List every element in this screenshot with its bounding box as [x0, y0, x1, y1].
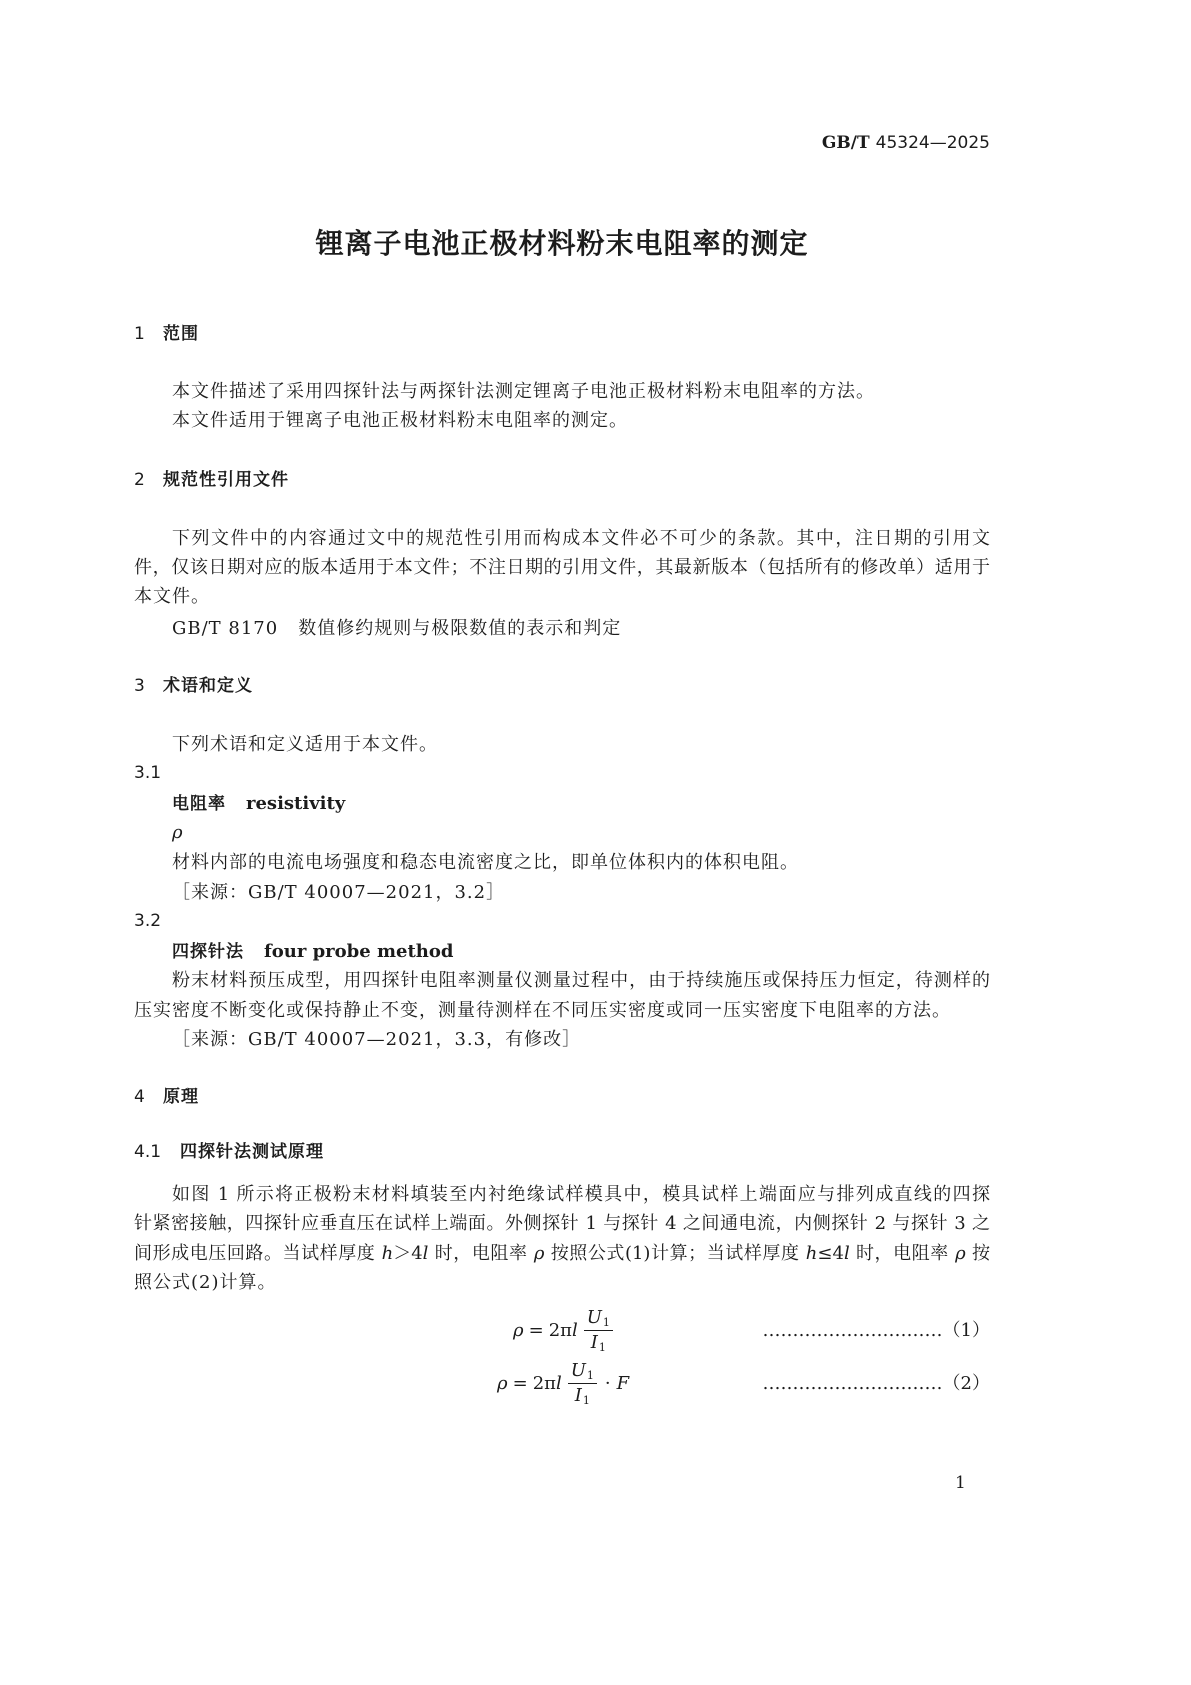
text-segment: 按	[965, 1243, 990, 1264]
text-segment: ≤4	[817, 1243, 844, 1264]
current-symbol: I	[574, 1384, 582, 1406]
principle-text-line	[134, 1239, 990, 1268]
clause-number: 3	[134, 676, 145, 696]
subclause-4-1-heading	[134, 1138, 990, 1167]
text-segment: 时，电阻率	[428, 1243, 534, 1264]
formula-coefficient: 2π	[532, 1372, 556, 1394]
reference-entry	[134, 614, 990, 643]
current-symbol: I	[590, 1331, 598, 1353]
formula-operator: ·	[604, 1372, 611, 1394]
spacing-variable: l	[422, 1243, 429, 1264]
document-body	[134, 0, 990, 1685]
scope-paragraph: 本文件适用于锂离子电池正极材料粉末电阻率的测定。	[172, 410, 628, 431]
clause-title: 规范性引用文件	[163, 470, 289, 490]
reference-code: GB/T 8170	[172, 618, 279, 639]
voltage-symbol: U	[586, 1306, 602, 1328]
voltage-subscript: 1	[586, 1368, 594, 1382]
term-symbol: ρ	[172, 822, 184, 843]
clause-number: 4	[134, 1087, 145, 1107]
term-definition: 粉末材料预压成型，用四探针电阻率测量仪测量过程中，由于持续施压或保持压力恒定，待测样的	[172, 970, 990, 991]
document-code-number: 45324—2025	[875, 133, 990, 153]
text-segment: 时，电阻率	[849, 1243, 956, 1264]
spacing-variable: l	[843, 1243, 850, 1264]
formula-equals: =	[528, 1319, 544, 1341]
current-subscript: 1	[582, 1393, 590, 1407]
normative-text-line: 本文件。	[134, 586, 210, 607]
fraction-numerator	[584, 1308, 613, 1331]
thickness-variable: h	[805, 1243, 818, 1264]
formula-label: （2）	[942, 1373, 990, 1394]
formula-2	[497, 1358, 629, 1408]
thickness-variable: h	[381, 1243, 394, 1264]
text-segment: 按照公式(1)计算；当试样厚度	[544, 1243, 806, 1264]
voltage-symbol: U	[570, 1359, 586, 1381]
term-source: ［来源：GB/T 40007—2021，3.3，有修改］	[172, 1029, 582, 1050]
principle-text-line: 如图 1 所示将正极粉末材料填装至内衬绝缘试样模具中，模具试样上端面应与排列成直线的四探	[172, 1184, 990, 1205]
clause-3-heading	[134, 672, 990, 701]
formula-fraction	[568, 1361, 597, 1406]
term-number: 3.2	[134, 911, 162, 931]
fraction-denominator	[588, 1331, 609, 1353]
formula-1	[513, 1305, 613, 1355]
term-english: resistivity	[246, 793, 346, 814]
terms-intro: 下列术语和定义适用于本文件。	[172, 734, 438, 755]
dot-leader: …………………………	[762, 1320, 943, 1341]
fraction-denominator	[572, 1384, 593, 1406]
normative-text-line: 件，仅该日期对应的版本适用于本文件；不注日期的引用文件，其最新版本（包括所有的修改单）适用于	[134, 557, 990, 578]
term-source: ［来源：GB/T 40007—2021，3.2］	[172, 882, 506, 903]
formula-lhs: ρ	[497, 1372, 508, 1394]
term-chinese: 四探针法	[172, 942, 244, 962]
formula-length-var: l	[555, 1372, 562, 1394]
document-title: 锂离子电池正极材料粉末电阻率的测定	[315, 227, 809, 260]
clause-1-heading	[134, 320, 990, 349]
term-english: four probe method	[264, 941, 454, 962]
formula-1-number	[763, 1316, 990, 1345]
correction-factor: F	[616, 1372, 630, 1394]
clause-2-heading	[134, 466, 990, 495]
fraction-numerator	[568, 1361, 597, 1384]
text-segment: ＞4	[393, 1243, 423, 1264]
document-code-prefix: GB/T	[821, 133, 870, 153]
term-chinese: 电阻率	[172, 794, 226, 814]
principle-text-line: 针紧密接触，四探针应垂直压在试样上端面。外侧探针 1 与探针 4 之间通电流，内侧探针 2 与探针 3 之	[134, 1213, 990, 1234]
clause-number: 1	[134, 324, 145, 344]
resistivity-symbol: ρ	[955, 1243, 966, 1264]
resistivity-symbol: ρ	[533, 1243, 545, 1264]
term-entry	[134, 789, 990, 818]
reference-title: 数值修约规则与极限数值的表示和判定	[298, 618, 622, 639]
term-entry	[134, 937, 990, 966]
clause-title: 术语和定义	[163, 676, 253, 696]
page-number: 1	[955, 1473, 966, 1493]
dot-leader: …………………………	[762, 1373, 943, 1394]
clause-title: 范围	[163, 324, 199, 344]
term-number: 3.1	[134, 763, 162, 783]
text-segment: 间形成电压回路。当试样厚度	[134, 1243, 382, 1264]
term-definition: 材料内部的电流电场强度和稳态电流密度之比，即单位体积内的体积电阻。	[172, 852, 799, 873]
scope-paragraph: 本文件描述了采用四探针法与两探针法测定锂离子电池正极材料粉末电阻率的方法。	[172, 381, 875, 402]
formula-2-number	[763, 1369, 990, 1398]
clause-4-heading	[134, 1083, 990, 1112]
formula-label: （1）	[942, 1320, 990, 1341]
principle-text-line: 照公式(2)计算。	[134, 1272, 277, 1293]
formula-length-var: l	[571, 1319, 578, 1341]
clause-number: 2	[134, 470, 145, 490]
formula-lhs: ρ	[513, 1319, 524, 1341]
formula-equals: =	[512, 1372, 528, 1394]
formula-coefficient: 2π	[548, 1319, 572, 1341]
normative-text-line: 下列文件中的内容通过文中的规范性引用而构成本文件必不可少的条款。其中，注日期的引用文	[172, 528, 990, 549]
clause-title: 原理	[163, 1087, 199, 1107]
subclause-title: 四探针法测试原理	[180, 1142, 324, 1162]
formula-fraction	[584, 1308, 613, 1353]
voltage-subscript: 1	[602, 1315, 610, 1329]
term-definition: 压实密度不断变化或保持静止不变，测量待测样在不同压实密度或同一压实密度下电阻率的方法。	[134, 1000, 951, 1021]
current-subscript: 1	[598, 1340, 606, 1354]
subclause-number: 4.1	[134, 1142, 162, 1162]
